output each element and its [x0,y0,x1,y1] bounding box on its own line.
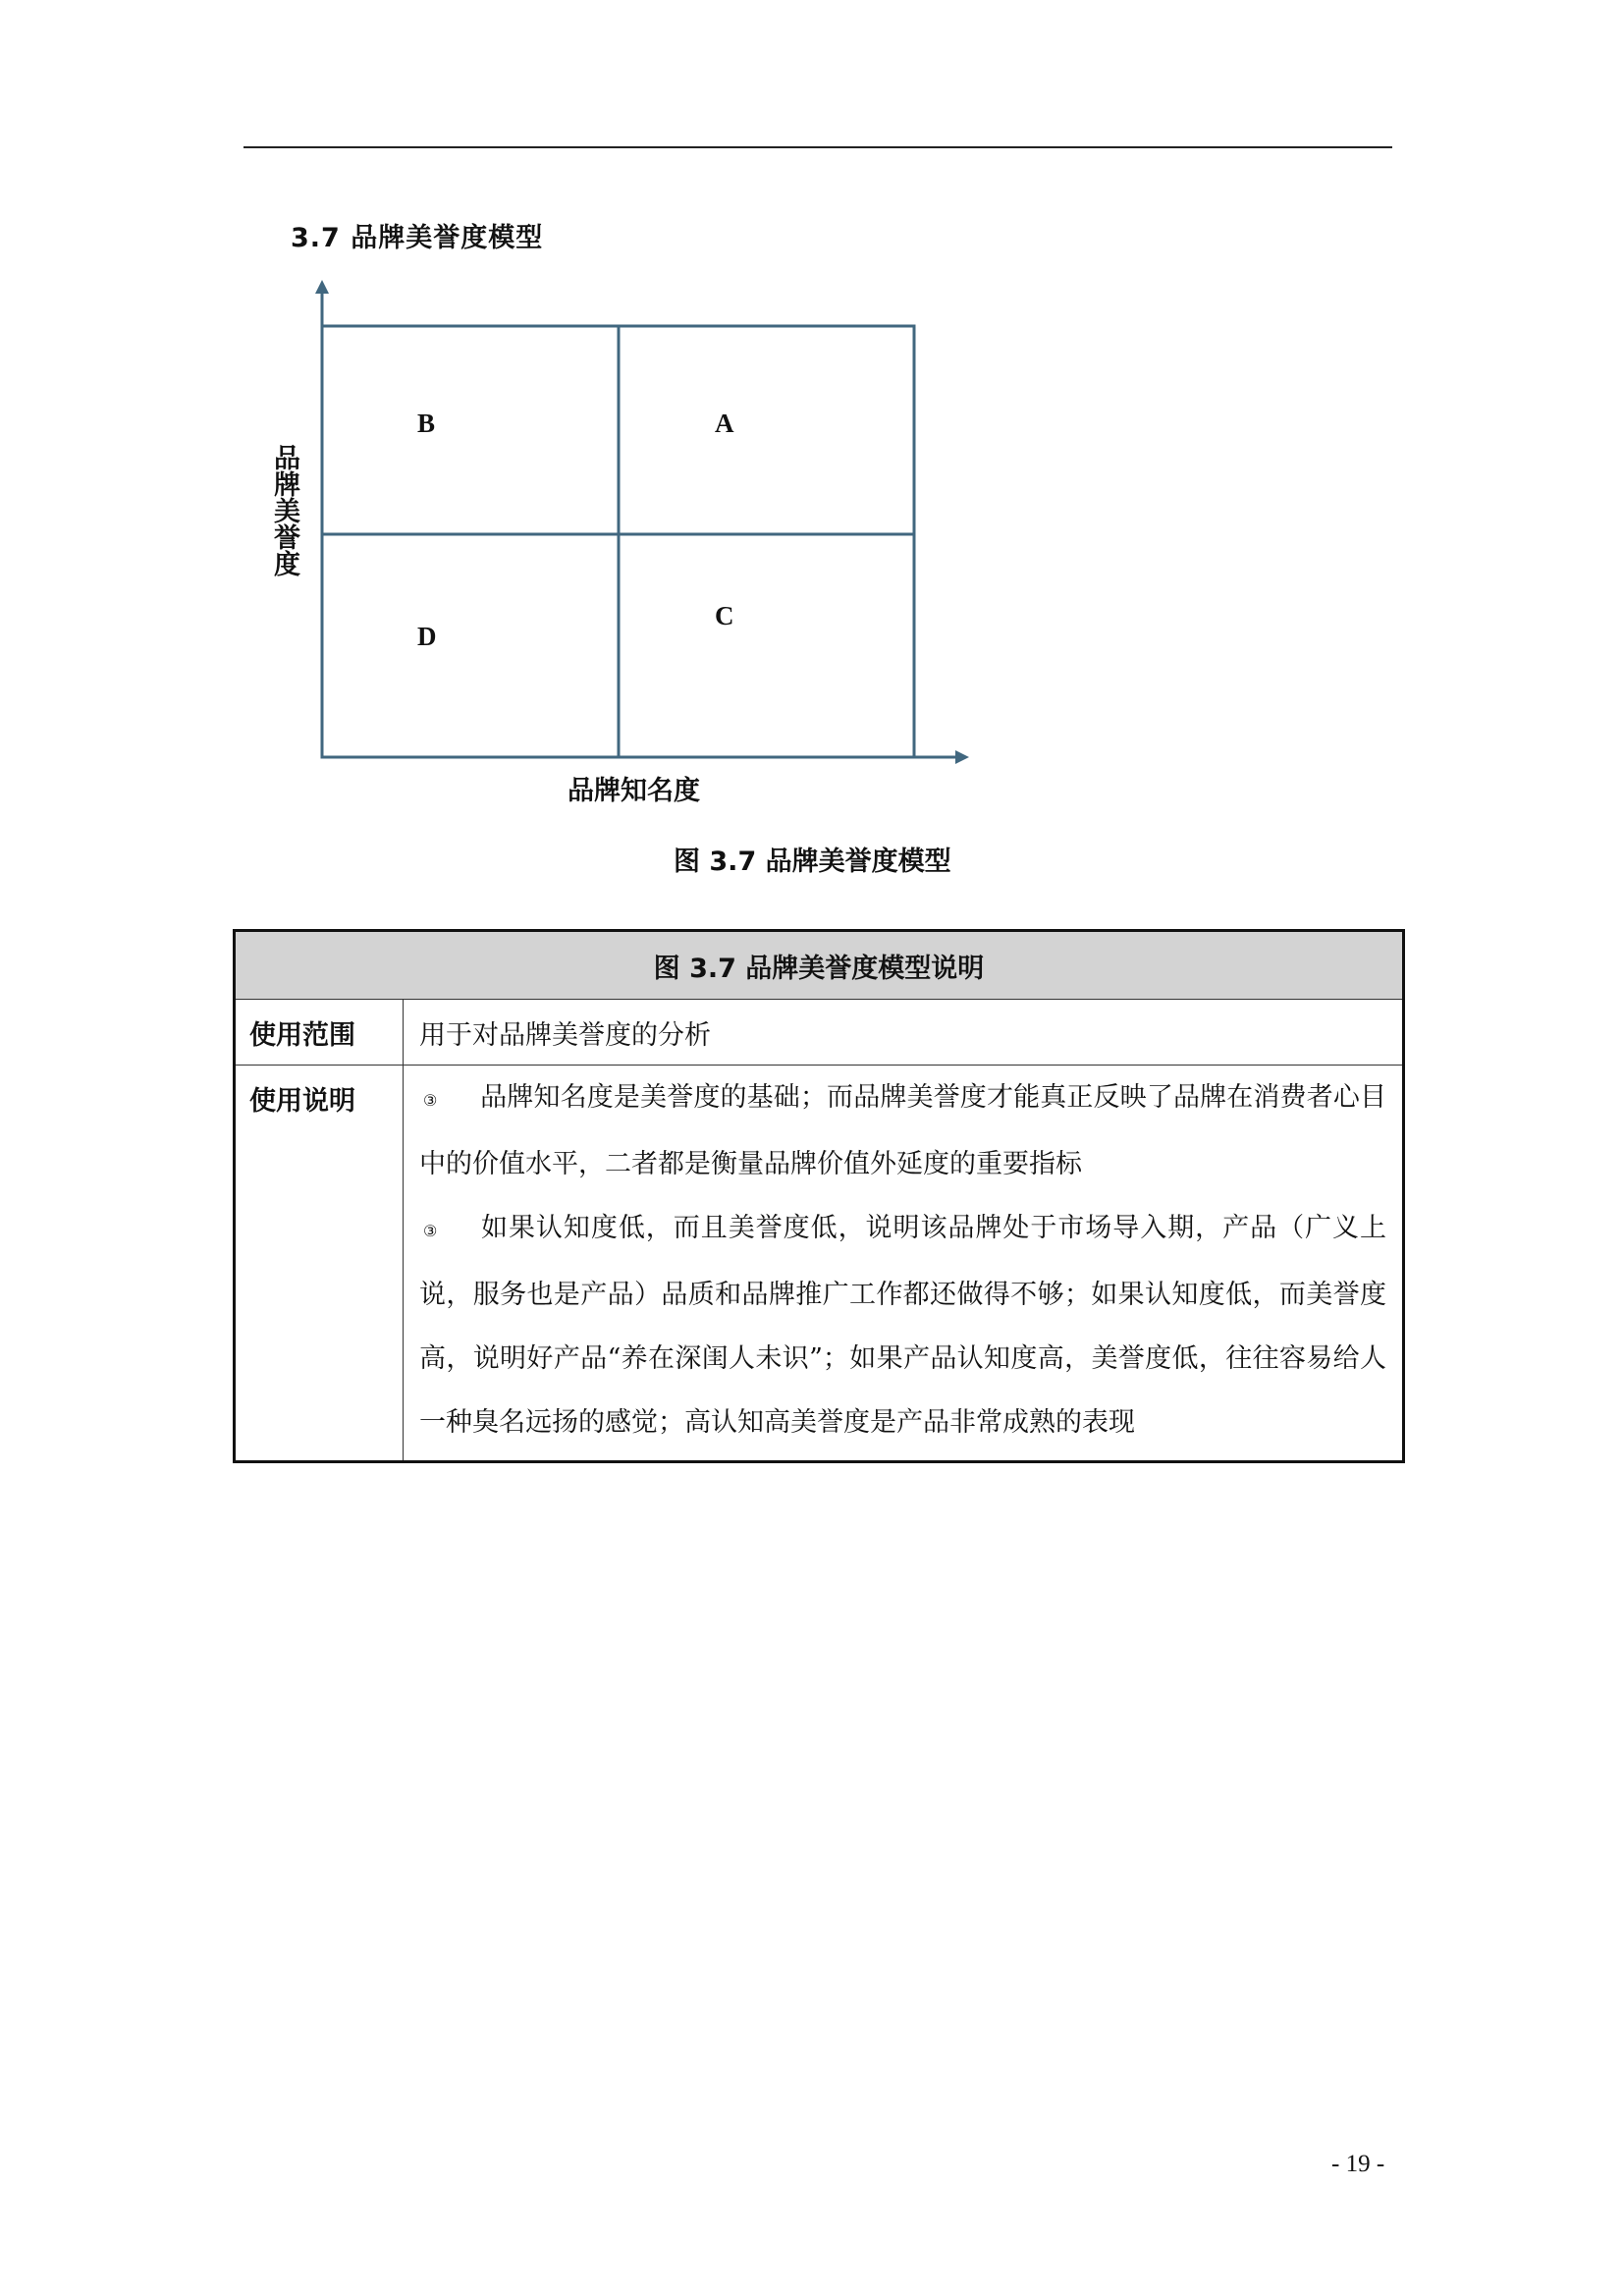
table-header: 图 3.7 品牌美誉度模型说明 [235,931,1404,1000]
header-rule [243,146,1392,148]
row-text-scope: 用于对品牌美誉度的分析 [404,1000,1404,1066]
quadrant-a-label: A [715,409,734,438]
model-description-table [233,929,1405,1463]
page-number: - 19 - [1331,2151,1385,2177]
row-label-usage: 使用说明 [235,1066,404,1462]
usage-item [419,1066,1386,1196]
row-label-scope: 使用范围 [235,1000,404,1066]
table-row [235,1000,1404,1066]
usage-item-text: 如果认知度低，而且美誉度低，说明该品牌处于市场导入期，产品（广义上说，服务也是产品）品质和品牌推广工作都还做得不够；如果认知度低，而美誉度高，说明好产品“养在深闺人未识”；如果产品认知度高，美誉度低，往往容易给人一种臭名远扬的感觉；高认知高美誉度是产品非常成熟的表现 [419,1213,1386,1438]
circled-number-marker: ③ [423,1091,438,1110]
quadrant-c-label: C [715,601,734,630]
brand-reputation-model-diagram [245,275,992,786]
y-axis-label: 品牌美誉度 [269,444,299,576]
row-text-usage [404,1066,1404,1462]
usage-item-text: 品牌知名度是美誉度的基础；而品牌美誉度才能真正反映了品牌在消费者心目中的价值水平，二者都是衡量品牌价值外延度的重要指标 [419,1082,1386,1179]
section-title: 3.7 品牌美誉度模型 [291,223,544,253]
quadrant-b-label: B [417,409,436,438]
quadrant-d-label: D [417,622,437,651]
figure-caption: 图 3.7 品牌美誉度模型 [674,847,951,877]
circled-number-marker: ③ [423,1222,438,1240]
usage-item [419,1196,1386,1454]
table-row [235,1066,1404,1462]
x-axis-label: 品牌知名度 [568,776,700,806]
